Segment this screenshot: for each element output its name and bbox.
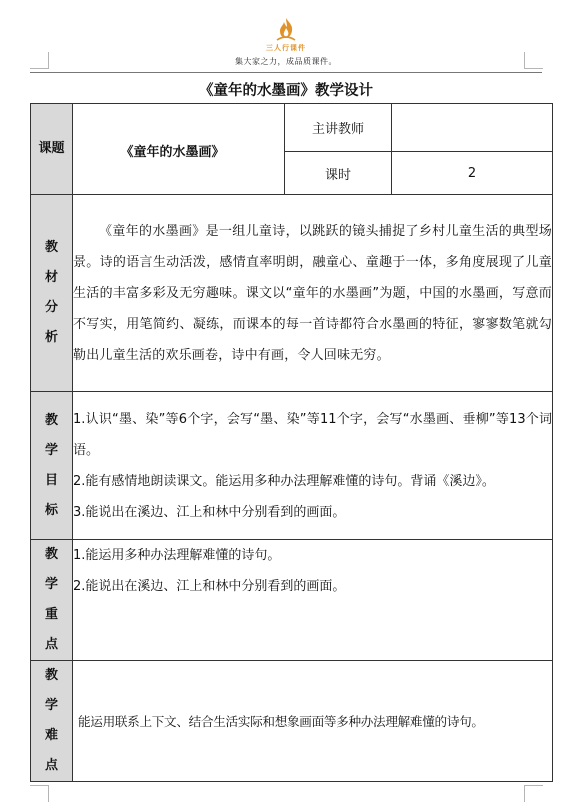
crop-mark-bottom-right	[524, 785, 543, 802]
header-divider	[30, 72, 542, 73]
goal-item: 1.认识“墨、染”等6个字，会写“墨、染”等11个字，会写“水墨画、垂柳”等13个词语。	[73, 411, 552, 458]
key-points-label-line2: 重点	[44, 607, 64, 652]
goal-item: 3.能说出在溪边、江上和林中分别看到的画面。	[73, 504, 346, 520]
key-point-item: 1.能运用多种办法理解难懂的诗句。	[73, 548, 281, 563]
logo-text: 三人行课件	[266, 44, 306, 52]
lesson-plan-table	[30, 103, 553, 782]
goals-label-line1: 教学	[44, 412, 64, 458]
hours-value: 2	[392, 152, 553, 195]
analysis-paragraph: 《童年的水墨画》是一组儿童诗，以跳跃的镜头捕捉了乡村儿童生活的典型场景。诗的语言生动活泼，感情直率明朗，融童心、童趣于一体，多角度展现了儿童生活的丰富多彩及无穷趣味。课文以“童年的水墨画”为题，中国的水墨画，写意而不写实，用笔简约、凝练，而课本的每一首诗都符合水墨画的特征，寥寥数笔就勾勒出儿童生活的欢乐画卷，诗中有画，令人回味无穷。	[73, 223, 552, 363]
goals-label-line2: 目标	[44, 472, 64, 518]
difficulty-label-line1: 教学	[44, 668, 64, 713]
crop-mark-bottom-left	[30, 785, 49, 802]
key-points-label	[31, 540, 73, 661]
goals-label	[31, 392, 73, 540]
key-point-item: 2.能说出在溪边、江上和林中分别看到的画面。	[73, 579, 346, 594]
analysis-label	[31, 195, 73, 392]
analysis-label-line2: 分析	[44, 300, 64, 345]
teacher-label: 主讲教师	[285, 104, 392, 152]
hours-label: 课时	[285, 152, 392, 195]
slogan: 集大家之力，成品质课件。	[235, 57, 337, 66]
goals-list	[73, 392, 553, 540]
table-row-difficulty	[31, 661, 553, 782]
document-title: 《童年的水墨画》教学设计	[199, 83, 373, 99]
analysis-label-line1: 教 材	[44, 240, 64, 285]
topic-value-text: 《童年的水墨画》	[120, 144, 225, 160]
table-row-topic	[31, 104, 553, 152]
table-row-analysis	[31, 195, 553, 392]
goal-item: 2.能有感情地朗读课文。能运用多种办法理解难懂的诗句。背诵《溪边》。	[73, 473, 495, 489]
table-row-goals	[31, 392, 553, 540]
key-points-label-line1: 教学	[44, 547, 64, 592]
logo-flame-icon	[273, 16, 299, 42]
difficulty-label-line2: 难点	[44, 728, 64, 773]
table-row-key-points	[31, 540, 553, 661]
topic-label: 课题	[31, 104, 73, 195]
teacher-value	[392, 104, 553, 152]
analysis-text	[73, 195, 553, 392]
difficulty-text: 能运用联系上下文、结合生活实际和想象画面等多种办法理解难懂的诗句。	[73, 661, 553, 782]
difficulty-label	[31, 661, 73, 782]
logo	[248, 16, 324, 52]
topic-value	[73, 104, 285, 195]
key-points-list	[73, 540, 553, 661]
